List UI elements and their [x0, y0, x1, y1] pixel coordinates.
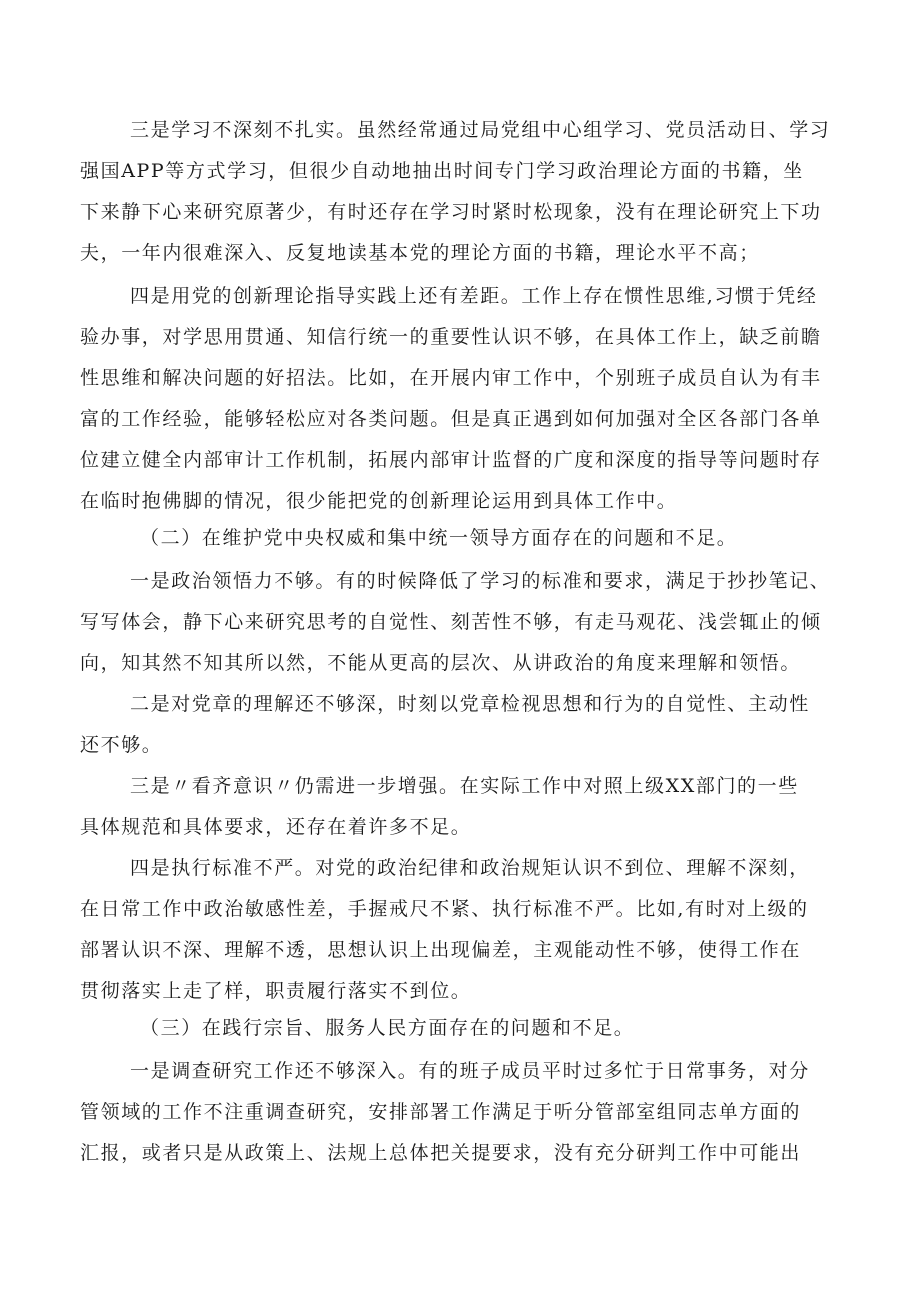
text-line: 富的工作经验，能够轻松应对各类问题。但是真正遇到如何加强对全区各部门各单	[80, 408, 822, 430]
text-line: 强国APP等方式学习，但很少自动地抽出时间专门学习政治理论方面的书籍，坐	[80, 160, 804, 182]
text-line: 下来静下心来研究原著少，有时还存在学习时紧时松现象，没有在理论研究上下功	[80, 201, 822, 223]
text-line: 四是执行标准不严。对党的政治纪律和政治规矩认识不到位、理解不深刻，	[130, 857, 810, 879]
section-heading: （三）在践行宗旨、服务人民方面存在的问题和不足。	[140, 1017, 635, 1039]
text-line: 具体规范和具体要求，还存在着许多不足。	[80, 816, 472, 838]
text-line: 三是学习不深刻不扎实。虽然经常通过局党组中心组学习、党员活动日、学习	[130, 119, 831, 141]
text-line: 四是用党的创新理论指导实践上还有差距。工作上存在惯性思维,习惯于凭经	[130, 285, 818, 307]
text-line: 在临时抱佛脚的情况，很少能把党的创新理论运用到具体工作中。	[80, 490, 678, 512]
text-line: 位建立健全内部审计工作机制，拓展内部审计监督的广度和深度的指导等问题时存	[80, 449, 822, 471]
text-line: 一是政治领悟力不够。有的时候降低了学习的标准和要求，满足于抄抄笔记、	[130, 570, 831, 592]
text-line: 向，知其然不知其所以然，不能从更高的层次、从讲政治的角度来理解和领悟。	[80, 652, 802, 674]
section-heading: （二）在维护党中央权威和集中统一领导方面存在的问题和不足。	[140, 527, 738, 549]
text-line: 部署认识不深、理解不透，思想认识上出现偏差，主观能动性不够，使得工作在	[80, 939, 802, 961]
text-line: 汇报，或者只是从政策上、法规上总体把关提要求，没有充分研判工作中可能出	[80, 1142, 802, 1164]
text-line: 性思维和解决问题的好招法。比如，在开展内审工作中，个别班子成员自认为有丰	[80, 367, 822, 389]
text-line: 贯彻落实上走了样，职责履行落实不到位。	[80, 980, 472, 1002]
text-line: 一是调查研究工作还不够深入。有的班子成员平时过多忙于日常事务，对分	[130, 1060, 810, 1082]
text-line: 三是〃看齐意识〃仍需进一步增强。在实际工作中对照上级XX部门的一些	[130, 775, 799, 797]
text-line: 写写体会，静下心来研究思考的自觉性、刻苦性不够，有走马观花、浅尝辄止的倾	[80, 611, 822, 633]
text-line: 管领域的工作不注重调查研究，安排部署工作满足于听分管部室组同志单方面的	[80, 1101, 802, 1123]
text-line: 还不够。	[80, 734, 163, 756]
text-line: 在日常工作中政治敏感性差，手握戒尺不紧、执行标准不严。比如,有时对上级的	[80, 898, 809, 920]
text-line: 夫，一年内很难深入、反复地读基本党的理论方面的书籍，理论水平不高；	[80, 242, 760, 264]
text-line: 二是对党章的理解还不够深，时刻以党章检视思想和行为的自觉性、主动性	[130, 693, 810, 715]
text-line: 验办事，对学思用贯通、知信行统一的重要性认识不够，在具体工作上，缺乏前瞻	[80, 326, 822, 348]
